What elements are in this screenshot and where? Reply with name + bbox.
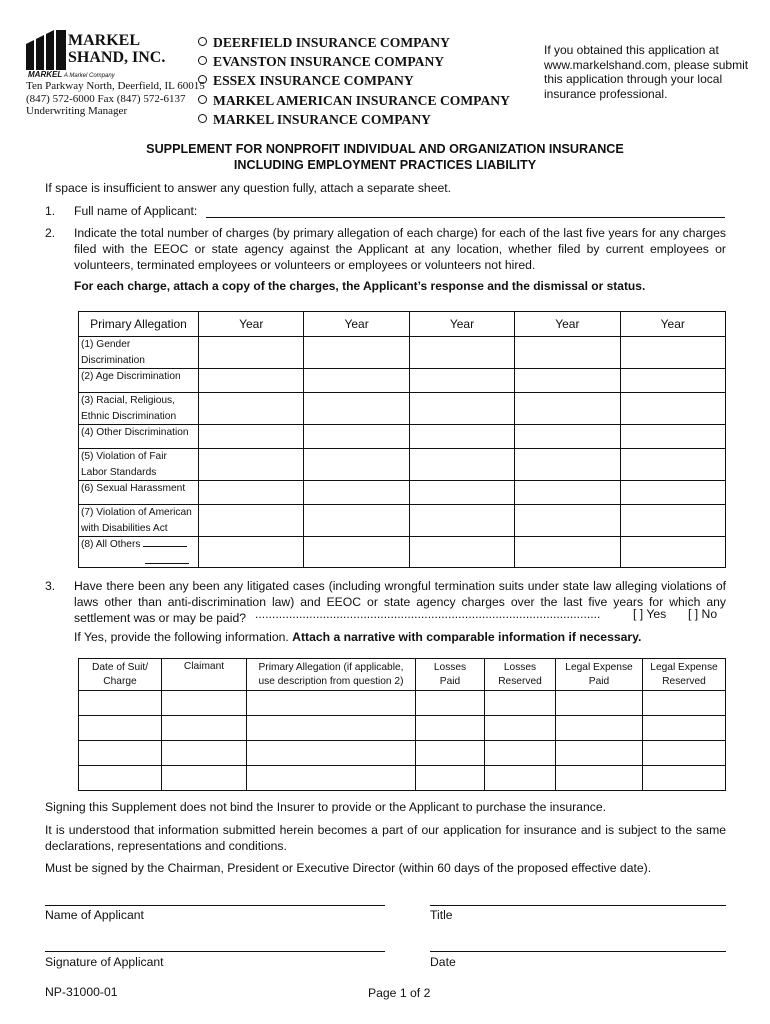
- table-cell[interactable]: [515, 449, 620, 481]
- brand-name: [68, 32, 188, 66]
- brand-subtitle: [28, 70, 115, 79]
- table-cell[interactable]: [620, 537, 725, 568]
- table-cell[interactable]: [199, 425, 304, 449]
- company-option[interactable]: DEERFIELD INSURANCE COMPANY: [198, 33, 510, 52]
- table-row: [79, 505, 726, 537]
- table-cell[interactable]: [247, 716, 416, 741]
- company-option[interactable]: EVANSTON INSURANCE COMPANY: [198, 52, 510, 71]
- signature-line[interactable]: [45, 951, 385, 952]
- table-cell[interactable]: [556, 716, 643, 741]
- table-cell[interactable]: [199, 537, 304, 568]
- table-cell[interactable]: [620, 449, 725, 481]
- litigation-table: [78, 658, 726, 791]
- table-cell[interactable]: [409, 369, 514, 393]
- col-header: Year: [304, 312, 409, 337]
- binding-disclaimer: Signing this Supplement does not bind the Insurer to provide or the Applicant to purchase the insurance.: [45, 800, 606, 814]
- table-cell[interactable]: [79, 716, 162, 741]
- col-header: Year: [409, 312, 514, 337]
- row-label: (1) Gender Discrimination: [79, 337, 199, 369]
- table-cell[interactable]: [304, 537, 409, 568]
- table-header-row: [79, 312, 726, 337]
- table-cell[interactable]: [199, 337, 304, 369]
- role-line: Underwriting Manager: [26, 105, 128, 117]
- address-block: [26, 80, 206, 118]
- signing-requirement: Must be signed by the Chairman, President or Executive Director (within 60 days of the proposed effective date).: [45, 861, 652, 875]
- table-cell[interactable]: [304, 337, 409, 369]
- table-cell[interactable]: [409, 505, 514, 537]
- table-cell[interactable]: [515, 481, 620, 505]
- no-checkbox[interactable]: [ ] No: [688, 607, 718, 621]
- table-cell[interactable]: [79, 691, 162, 716]
- applicant-name-field[interactable]: [206, 203, 725, 218]
- applicant-name-line[interactable]: [45, 905, 385, 906]
- table-cell[interactable]: [485, 741, 556, 766]
- q3-number: 3.: [45, 579, 56, 593]
- title-label: Title: [430, 908, 453, 922]
- table-row: [79, 691, 726, 716]
- table-cell[interactable]: [304, 449, 409, 481]
- table-cell[interactable]: [643, 766, 726, 791]
- table-cell[interactable]: [409, 337, 514, 369]
- row-label: (7) Violation of American with Disabilities Act: [79, 505, 199, 537]
- row-label: (2) Age Discrimination: [79, 369, 199, 393]
- table-row: [79, 481, 726, 505]
- table-cell[interactable]: [416, 716, 485, 741]
- col-header: Legal Expense Reserved: [643, 659, 726, 691]
- table-cell[interactable]: [162, 741, 247, 766]
- table-row: [79, 393, 726, 425]
- yes-checkbox[interactable]: [ ] Yes: [633, 607, 667, 621]
- table-row: [79, 766, 726, 791]
- notice-text: If you obtained this application at www.markelshand.com, please submit this application through your local insurance professional.: [544, 43, 749, 101]
- radio-icon[interactable]: [198, 75, 207, 84]
- table-row: [79, 449, 726, 481]
- phone-line: (847) 572-6000 Fax (847) 572-6137: [26, 92, 186, 105]
- table-row: [79, 337, 726, 369]
- table-cell[interactable]: [416, 741, 485, 766]
- form-id: NP-31000-01: [45, 985, 118, 999]
- col-header: Year: [199, 312, 304, 337]
- signature-label: Signature of Applicant: [45, 955, 164, 969]
- table-cell[interactable]: [409, 537, 514, 568]
- company-option[interactable]: MARKEL INSURANCE COMPANY: [198, 110, 510, 129]
- table-cell[interactable]: [620, 505, 725, 537]
- table-cell[interactable]: [643, 716, 726, 741]
- table-cell[interactable]: [79, 766, 162, 791]
- table-cell[interactable]: [515, 337, 620, 369]
- title-line[interactable]: [430, 905, 726, 906]
- dotted-leader: ......................................................................................................: [255, 607, 601, 621]
- col-header: Date of Suit/ Charge: [79, 659, 162, 691]
- table-cell[interactable]: [485, 691, 556, 716]
- table-header-row: [79, 659, 726, 691]
- table-cell[interactable]: [556, 741, 643, 766]
- brand-sub-strong: MARKEL: [28, 70, 63, 79]
- col-header: Primary Allegation (if applicable, use description from question 2): [247, 659, 416, 691]
- declaration-text: It is understood that information submitted herein becomes a part of our application for insurance and is subject to the same declarations, representations and conditions.: [45, 823, 726, 853]
- col-header: Year: [515, 312, 620, 337]
- q1-label: Full name of Applicant:: [74, 204, 198, 218]
- company-option[interactable]: MARKEL AMERICAN INSURANCE COMPANY: [198, 91, 510, 110]
- row-label: (6) Sexual Harassment: [79, 481, 199, 505]
- charges-table: [78, 311, 726, 568]
- row-label: (8) All Others: [79, 537, 199, 568]
- table-cell[interactable]: [247, 741, 416, 766]
- table-cell[interactable]: [620, 393, 725, 425]
- table-cell[interactable]: [304, 505, 409, 537]
- table-cell[interactable]: [643, 691, 726, 716]
- table-cell[interactable]: [515, 505, 620, 537]
- table-cell[interactable]: [247, 691, 416, 716]
- q3-ifyes: If Yes, provide the following information. Attach a narrative with comparable information if necessary.: [74, 630, 642, 644]
- table-cell[interactable]: [409, 481, 514, 505]
- table-cell[interactable]: [620, 481, 725, 505]
- q1-number: 1.: [45, 204, 56, 218]
- table-cell[interactable]: [79, 741, 162, 766]
- table-cell[interactable]: [162, 716, 247, 741]
- table-cell[interactable]: [620, 337, 725, 369]
- q2-text: Indicate the total number of charges (by primary allegation of each charge) for each of the last five years for any charges filed with the EEOC or state agency against the Applicant at any location, whether filed by current employees or volunteers, terminated employees or volunteers or employees or volunteers not hired.: [74, 226, 726, 272]
- table-cell[interactable]: [304, 481, 409, 505]
- table-cell[interactable]: [409, 425, 514, 449]
- company-list: [198, 33, 510, 129]
- col-header: Legal Expense Paid: [556, 659, 643, 691]
- table-cell[interactable]: [247, 766, 416, 791]
- name-label: Name of Applicant: [45, 908, 144, 922]
- brand-sub-text: A Markel Company: [63, 73, 115, 79]
- table-cell[interactable]: [409, 393, 514, 425]
- table-cell[interactable]: [199, 369, 304, 393]
- address-line: Ten Parkway North, Deerfield, IL 60015: [26, 80, 205, 92]
- table-cell[interactable]: [515, 393, 620, 425]
- table-cell[interactable]: [556, 766, 643, 791]
- table-cell[interactable]: [515, 425, 620, 449]
- radio-icon[interactable]: [198, 56, 207, 65]
- q3-text: Have there been any been any litigated cases (including wrongful termination suits under state law alleging violations of laws other than anti-discrimination law) and EEOC or state agency charges over the last five years for which any settlement was or may be paid?: [74, 579, 726, 625]
- radio-icon[interactable]: [198, 114, 207, 123]
- instruction-text: If space is insufficient to answer any question fully, attach a separate sheet.: [45, 181, 452, 195]
- row-label: (3) Racial, Religious, Ethnic Discrimination: [79, 393, 199, 425]
- row-label: (4) Other Discrimination: [79, 425, 199, 449]
- q2-note: For each charge, attach a copy of the charges, the Applicant’s response and the dismissal or status.: [74, 279, 646, 293]
- table-cell[interactable]: [515, 369, 620, 393]
- date-label: Date: [430, 955, 456, 969]
- table-cell[interactable]: [643, 741, 726, 766]
- table-cell[interactable]: [485, 766, 556, 791]
- table-row: [79, 537, 726, 568]
- all-others-field-2[interactable]: [145, 553, 189, 564]
- table-cell[interactable]: [162, 691, 247, 716]
- table-cell[interactable]: [304, 425, 409, 449]
- page-number: Page 1 of 2: [368, 986, 431, 1000]
- col-header: Losses Reserved: [485, 659, 556, 691]
- table-cell[interactable]: [304, 369, 409, 393]
- table-cell[interactable]: [409, 449, 514, 481]
- page-title: SUPPLEMENT FOR NONPROFIT INDIVIDUAL AND ORGANIZATION INSURANCE INCLUDING EMPLOYMENT PRACTICES LIABILITY: [146, 142, 624, 172]
- table-cell[interactable]: [416, 691, 485, 716]
- brand-line1: MARKEL: [68, 32, 140, 49]
- company-option[interactable]: ESSEX INSURANCE COMPANY: [198, 71, 510, 90]
- table-cell[interactable]: [556, 691, 643, 716]
- table-cell[interactable]: [199, 505, 304, 537]
- brand-line2: SHAND, INC.: [68, 49, 166, 66]
- table-cell[interactable]: [485, 716, 556, 741]
- table-cell[interactable]: [416, 766, 485, 791]
- radio-icon[interactable]: [198, 95, 207, 104]
- radio-icon[interactable]: [198, 37, 207, 46]
- table-cell[interactable]: [620, 369, 725, 393]
- col-header: Losses Paid: [416, 659, 485, 691]
- table-row: [79, 716, 726, 741]
- q2-number: 2.: [45, 226, 56, 240]
- col-header: Year: [620, 312, 725, 337]
- table-cell[interactable]: [515, 537, 620, 568]
- table-cell[interactable]: [162, 766, 247, 791]
- table-row: [79, 741, 726, 766]
- markel-logo-icon: [26, 30, 66, 70]
- table-cell[interactable]: [620, 425, 725, 449]
- col-header: Primary Allegation: [79, 312, 199, 337]
- table-row: [79, 425, 726, 449]
- row-label: (5) Violation of Fair Labor Standards: [79, 449, 199, 481]
- col-header: Claimant: [162, 659, 247, 691]
- all-others-field[interactable]: [143, 546, 187, 547]
- table-cell[interactable]: [304, 393, 409, 425]
- table-cell[interactable]: [199, 393, 304, 425]
- table-cell[interactable]: [199, 481, 304, 505]
- date-line[interactable]: [430, 951, 726, 952]
- table-row: [79, 369, 726, 393]
- table-cell[interactable]: [199, 449, 304, 481]
